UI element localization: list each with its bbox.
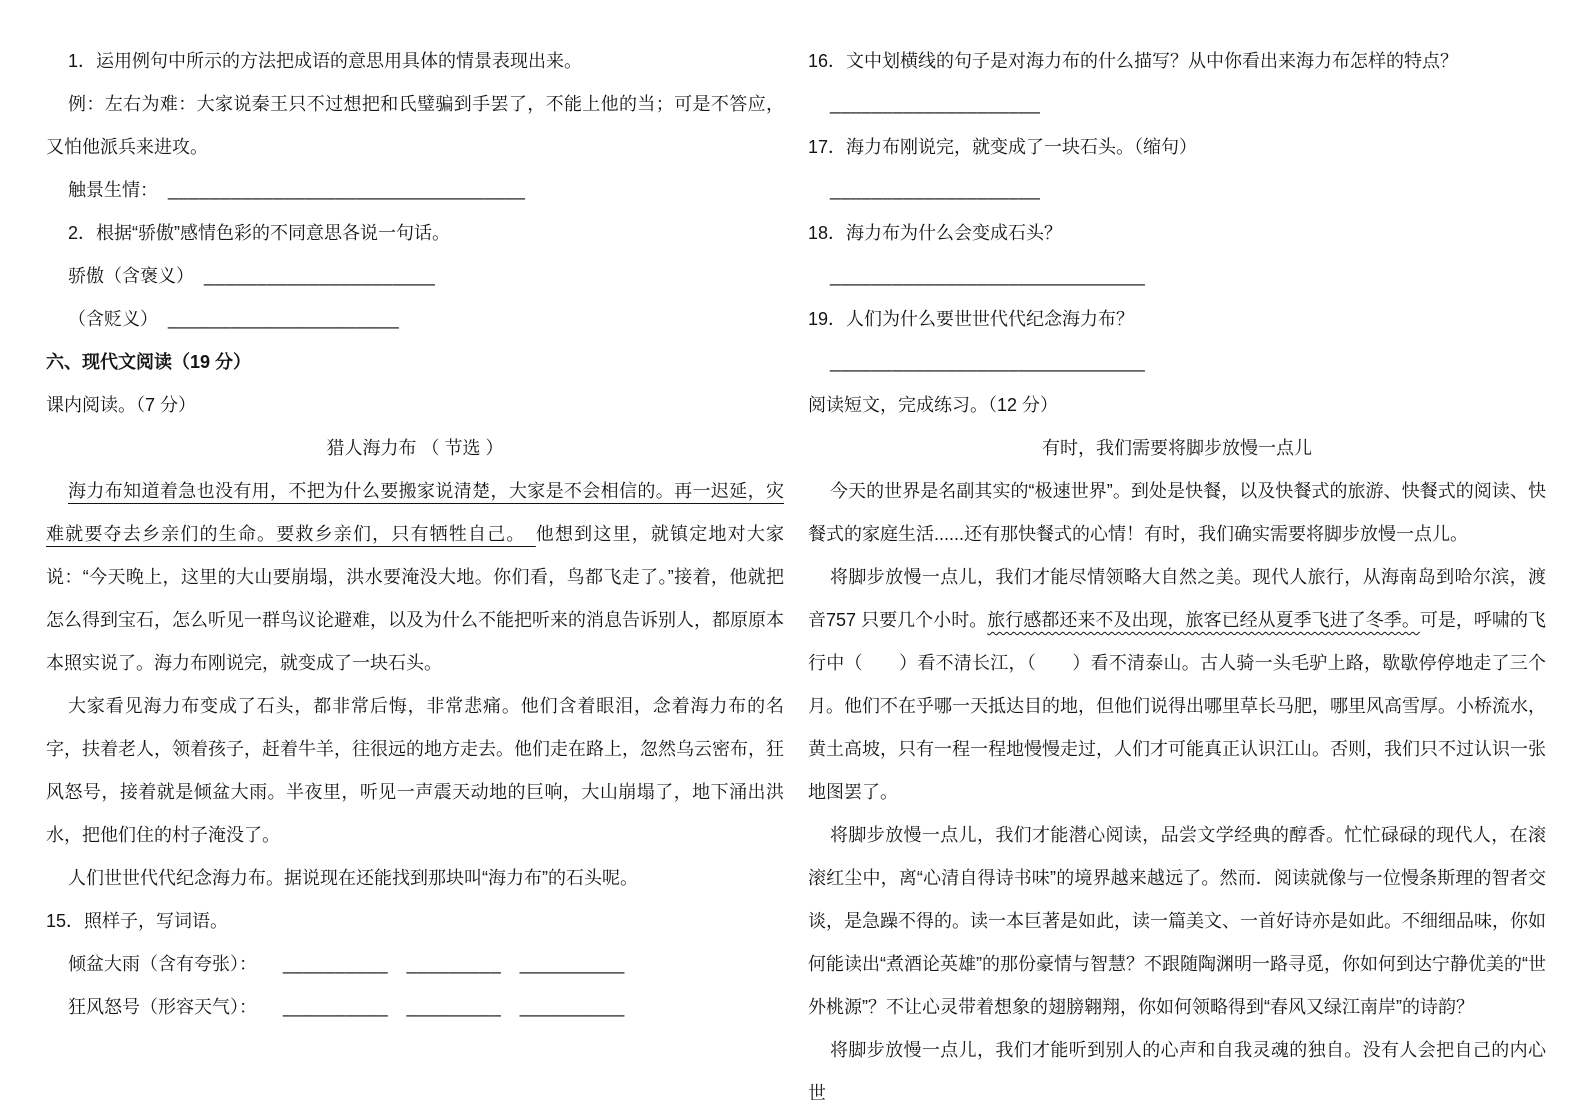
question-1: 1．运用例句中所示的方法把成语的意思用具体的情景表现出来。 — [68, 51, 583, 71]
question-1-example: 例：左右为难：大家说秦王只不过想把和氏璧骗到手罢了，不能上他的当；可是不答应，又怕他派兵来进攻。 — [46, 94, 784, 157]
passage-paragraph-2: 大家看见海力布变成了石头，都非常后悔，非常悲痛。他们含着眼泪，念着海力布的名字，扶着老人，领着孩子，赶着牛羊，往很远的地方走去。他们走在路上，忽然乌云密布，狂风怒号，接着就是倾盆大雨。半夜里，听见一声震天动地的巨响，大山崩塌了，地下涌出洪水，把他们住的村子淹没了。 — [46, 696, 784, 845]
answer-blanks: __________ _________ __________ — [283, 997, 625, 1017]
answer-blank: ______________________ — [204, 266, 436, 286]
answer-blanks: __________ _________ __________ — [283, 954, 625, 974]
subsection-in-class-reading: 课内阅读。（7 分） — [46, 395, 197, 415]
question-18: 18．海力布为什么会变成石头？ — [808, 223, 1063, 243]
answer-blank: ______________________ — [168, 309, 400, 329]
section-6-header: 六、现代文阅读（19 分） — [46, 352, 252, 372]
question-15: 15．照样子，写词语。 — [46, 911, 229, 931]
paragraph-text: 将脚步放慢一点儿，我们才能尽情领略大自然之美。现代人旅行，从海南岛到哈尔滨，渡音757 只要几个小时。 — [808, 567, 1546, 630]
blank-label: 倾盆大雨（含有夸张）： — [68, 954, 257, 974]
passage-paragraph-3: 人们世世代代纪念海力布。据说现在还能找到那块叫“海力布”的石头呢。 — [68, 868, 638, 888]
question-16: 16．文中划横线的句子是对海力布的什么描写？从中你看出来海力布怎样的特点？ — [808, 51, 1459, 71]
passage-title-hailibu: 猎人海力布 （ 节选 ） — [326, 438, 504, 458]
underlined-sentence: 海力布知道着急也没有用，不把为什么要搬家说清楚，大家是不会相信的。再一迟延，灾难就要夺去乡亲们的生命。要救乡亲们，只有牺牲自己。 — [46, 481, 784, 544]
question-17-answer-line: ____________________ — [830, 180, 1041, 200]
essay-title-slow-down: 有时，我们需要将脚步放慢一点儿 — [1042, 438, 1312, 458]
subsection-short-passage-reading: 阅读短文，完成练习。（12 分） — [808, 395, 1059, 415]
question-17: 17．海力布刚说完，就变成了一块石头。（缩句） — [808, 137, 1198, 157]
blank-label: 骄傲（含褒义） — [68, 266, 194, 286]
blank-label: 触景生情： — [68, 180, 158, 200]
wavy-underlined-sentence: 旅行感都还来不及出现，旅客已经从夏季飞进了冬季。 — [987, 610, 1420, 630]
paragraph-text: 可是，呼啸的飞行中（ ）看不清长江，（ ）看不清泰山。古人骑一头毛驴上路，歇歇停停地走了三个月。他们不在乎哪一天抵达目的地，但他们说得出哪里草长马肥，哪里风高雪厚。小桥流水，黄土高坡，只有一程一程地慢慢走过，人们才可能真正认识江山。否则，我们只不过认识一张地图罢了。 — [808, 610, 1547, 802]
blank-label: 狂风怒号（形容天气）： — [68, 997, 257, 1017]
question-15-item-1 — [46, 943, 784, 986]
question-19-answer-line: ______________________________ — [830, 352, 1146, 372]
right-column — [808, 40, 1546, 1118]
answer-blank: __________________________________ — [168, 180, 526, 200]
question-2-blank-positive — [46, 255, 784, 298]
question-2-blank-negative — [46, 298, 784, 341]
question-18-answer-line: ______________________________ — [830, 266, 1146, 286]
question-2: 2．根据“骄傲”感情色彩的不同意思各说一句话。 — [68, 223, 450, 243]
question-15-item-2 — [46, 986, 784, 1029]
essay-paragraph-2 — [808, 556, 1546, 814]
passage-paragraph-1 — [46, 470, 784, 685]
paragraph-text: 他想到这里，就镇定地对大家说：“今天晚上，这里的大山要崩塌，洪水要淹没大地。你们看，鸟都飞走了。”接着，他就把怎么得到宝石，怎么听见一群鸟议论避难，以及为什么不能把听来的消息告诉别人，都原原本本照实说了。海力布刚说完，就变成了一块石头。 — [46, 524, 785, 673]
essay-paragraph-1: 今天的世界是名副其实的“极速世界”。到处是快餐，以及快餐式的旅游、快餐式的阅读、快餐式的家庭生活......还有那快餐式的心情！有时，我们确实需要将脚步放慢一点儿。 — [808, 481, 1546, 544]
essay-paragraph-3: 将脚步放慢一点儿，我们才能潜心阅读，品尝文学经典的醇香。忙忙碌碌的现代人，在滚滚红尘中，离“心清自得诗书味”的境界越来越远了。然而．阅读就像与一位慢条斯理的智者交谈，是急躁不得的。读一本巨著是如此，读一篇美文、一首好诗亦是如此。不细细品味，你如何能读出“煮酒论英雄”的那份豪情与智慧？不跟随陶渊明一路寻觅，你如何到达宁静优美的“世外桃源”？不让心灵带着想象的翅膀翱翔，你如何领略得到“春风又绿江南岸”的诗韵？ — [808, 825, 1546, 1017]
blank-label: （含贬义） — [68, 309, 158, 329]
left-column — [46, 40, 784, 1118]
question-19: 19．人们为什么要世世代代纪念海力布？ — [808, 309, 1135, 329]
blank-chujingshengqing — [46, 169, 784, 212]
question-16-answer-line: ____________________ — [830, 94, 1041, 114]
essay-paragraph-4-cutoff: 将脚步放慢一点儿，我们才能听到别人的心声和自我灵魂的独自。没有人会把自己的内心世 — [808, 1040, 1546, 1103]
